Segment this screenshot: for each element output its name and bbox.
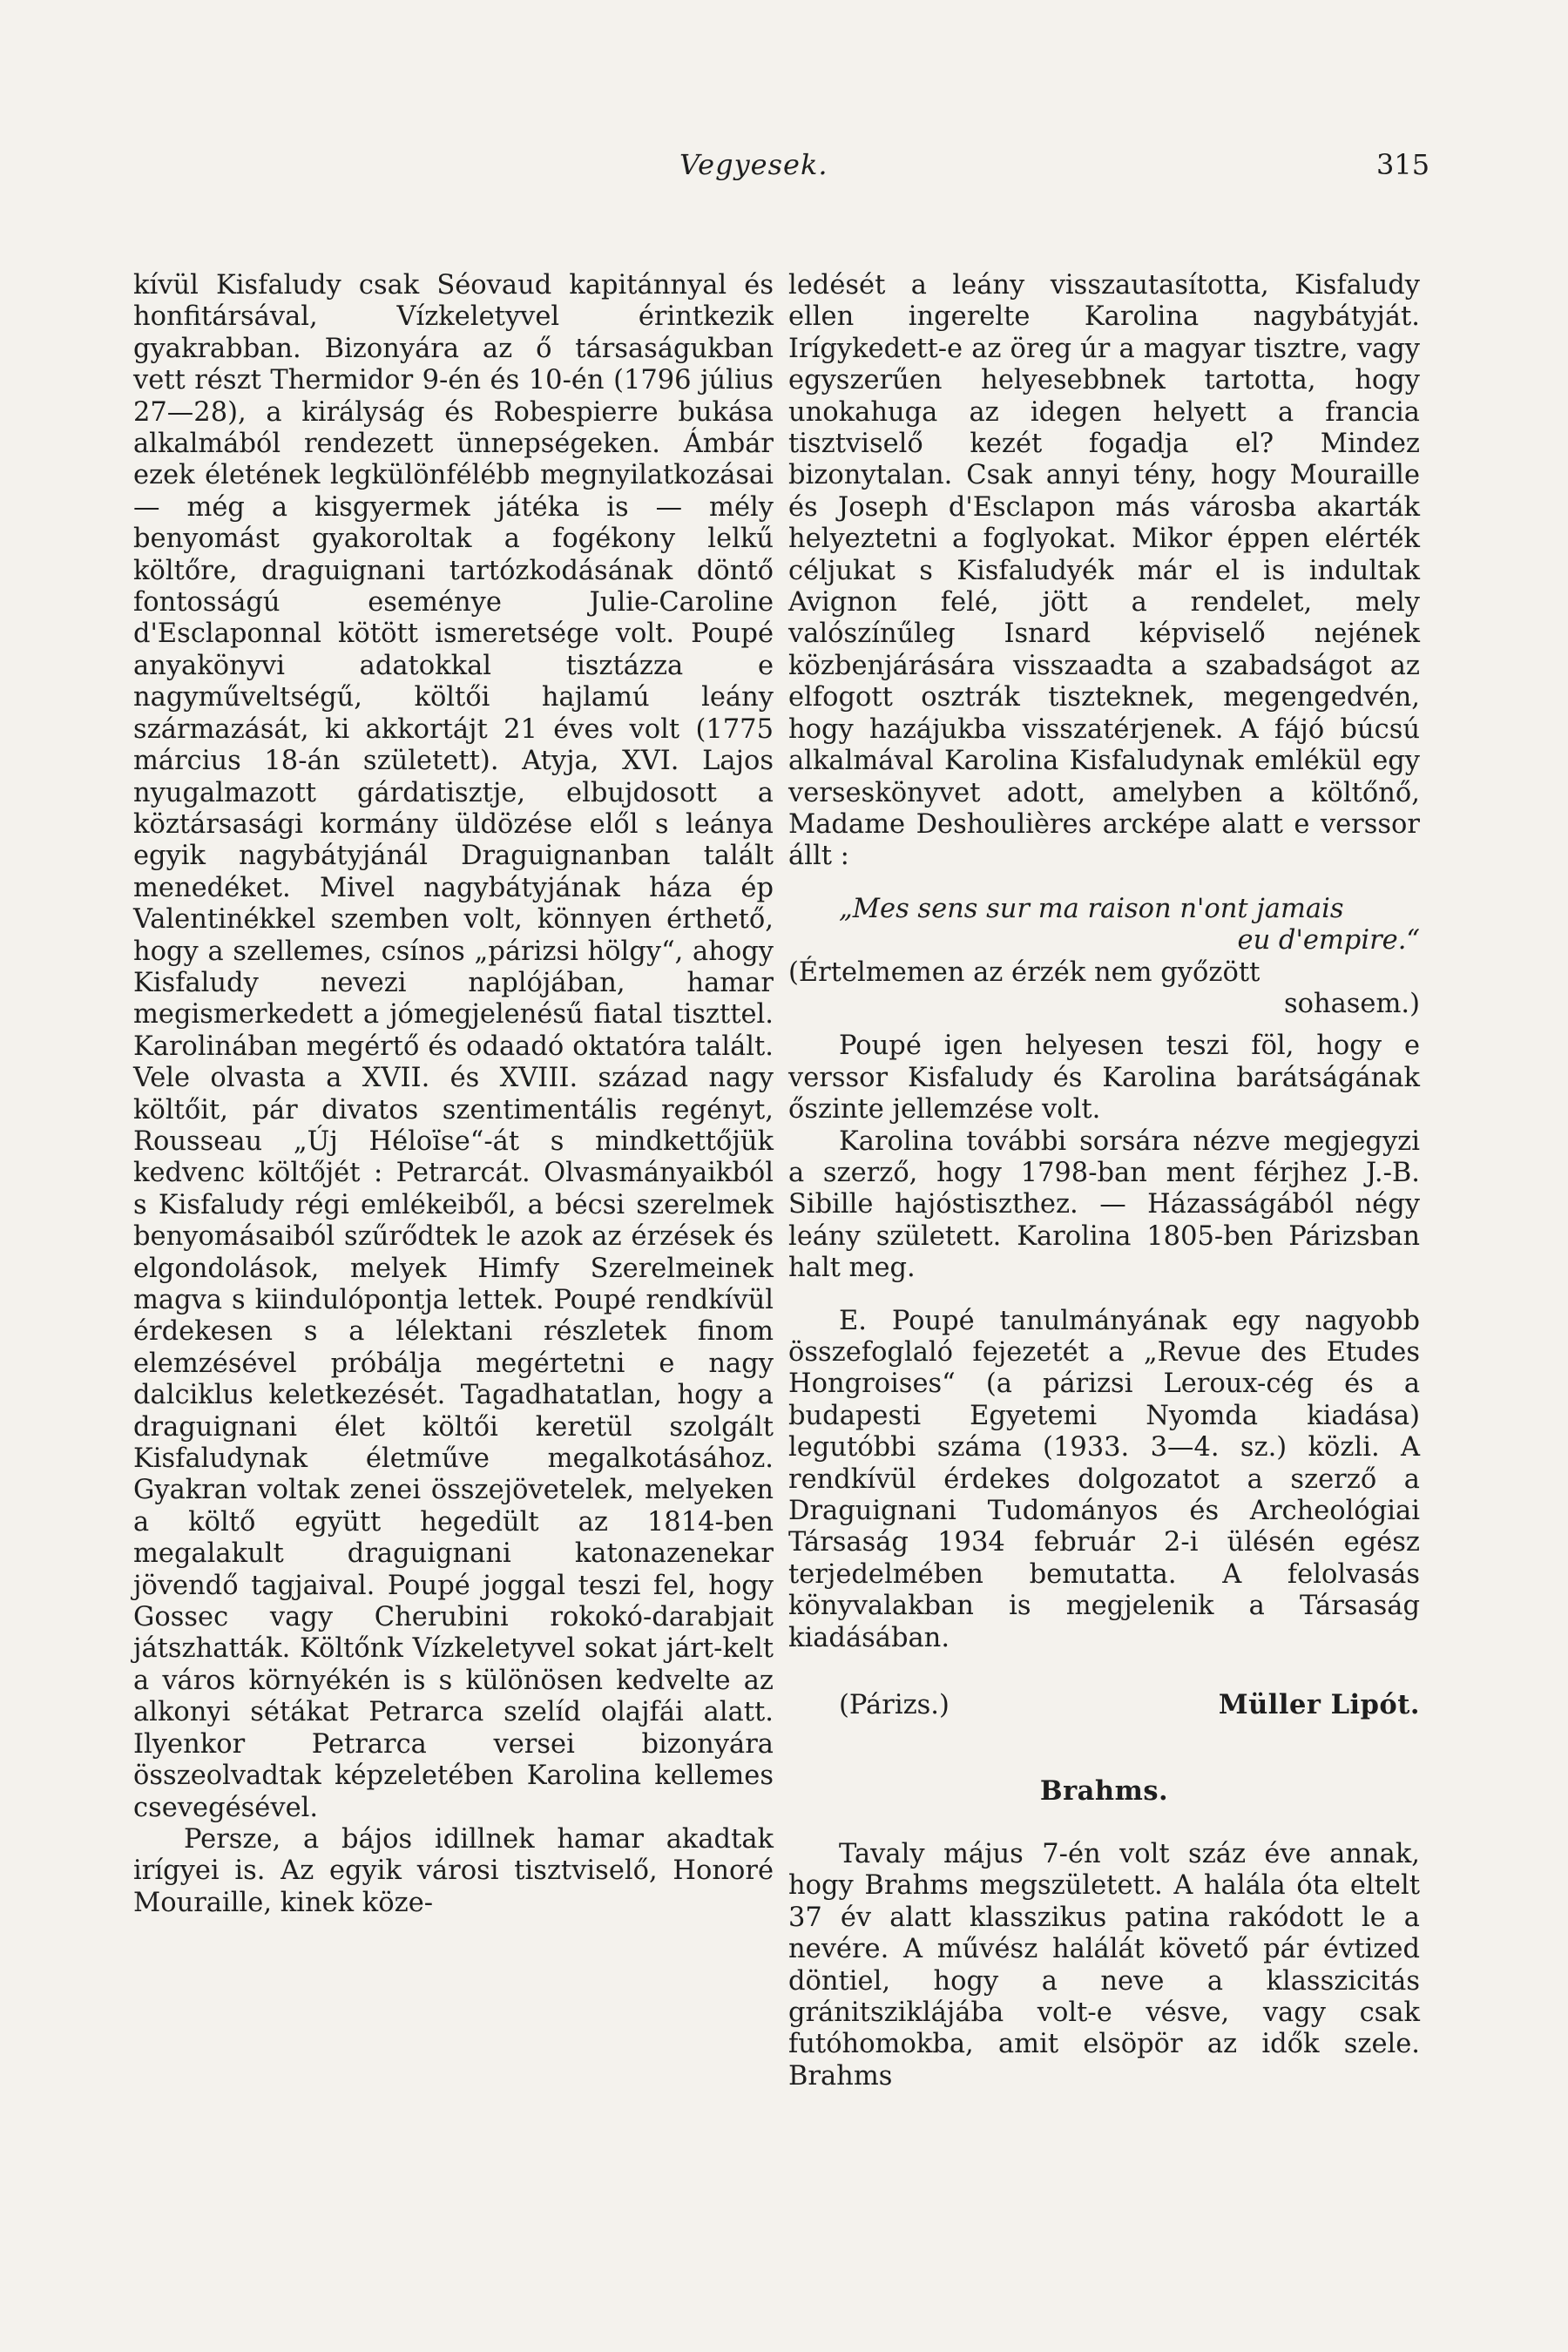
paragraph: ledését a leány visszautasította, Kisfaludy ellen ingerelte Karolina nagybátyját. Irígykedett-e az öreg úr a magyar tisztre, vagy egyszerűen helyesebbnek tartotta, hogy unokahuga az idegen helyett a francia tisztviselő kezét fogadja el? Mindez bizonytalan. Csak annyi tény, hogy Mouraille és Joseph d'Esclapon más városba akarták helyeztetni a foglyokat. Mikor éppen elérték céljukat s Kisfaludyék már el is indultak Avignon felé, jött a rendelet, mely valószínűleg Isnard képviselő nejének közbenjárására visszaadta a szabadságot az elfogott osztrák tiszteknek, megengedvén, hogy hazájukba visszatérjenek. A fájó búcsú alkalmával Karolina Kisfaludynak emlékül egy verseskönyvet adott, amelyben a költőnő, Madame Deshoulières arcképe alatt e verssor állt : — [788, 270, 1420, 872]
paragraph: E. Poupé tanulmányának egy nagyobb összefoglaló fejezetét a „Revue des Etudes Hongroises“ (a párizsi Leroux-cég és a budapesti Egyetemi Nyomda kiadása) legutóbbi száma (1933. 3—4. sz.) közli. A rendkívül érdekes dolgozatot a szerző a Draguignani Tudományos és Archeológiai Társaság 1934 február 2-i ülésén egész terjedelmében bemutatta. A felolvasás könyvalakban is megjelenik a Társaság kiadásában. — [788, 1305, 1420, 1653]
running-header: Vegyesek. — [679, 148, 828, 181]
paragraph: kívül Kisfaludy csak Séovaud kapitánnyal és honfitársával, Vízkeletyvel érintkezik gyakrabban. Bizonyára az ő társaságukban vett részt Thermidor 9-én és 10-én (1796 július 27—28), a királyság és Robespierre bukása alkalmából rendezett ünnepségeken. Ámbár ezek életének legkülönfélébb megnyilatkozásai — még a kisgyermek játéka is — mély benyomást gyakoroltak a fogékony lelkű költőre, draguignani tartózkodásának döntő fontosságú eseménye Julie-Caroline d'Esclaponnal kötött ismeretsége volt. Poupé anyakönyvi adatokkal tisztázza e nagyműveltségű, költői hajlamú leány származását, ki akkortájt 21 éves volt (1775 március 18-án született). Atyja, XVI. Lajos nyugalmazott gárdatisztje, elbujdosott a köztársasági kormány üldözése elől s leánya egyik nagybátyjánál Draguignanban talált menedéket. Mivel nagybátyjának háza ép Valentinékkel szemben volt, könnyen érthető, hogy a szellemes, csínos „párizsi hölgy“, ahogy Kisfaludy nevezi naplójában, hamar megismerkedett a jómegjelenésű fiatal tiszttel. Karolinában megértő és odaadó oktatóra talált. Vele olvasta a XVII. és XVIII. század nagy költőit, pár divatos szentimentális regényt, Rousseau „Új Héloïse“-át s mindkettőjük kedvenc költőjét : Petrarcát. Olvasmányaikból s Kisfaludy régi emlékeiből, a bécsi szerelmek benyomásaiból szűrődtek le azok az érzések és elgondolások, melyek Himfy Szerelmeinek magva s kiindulópontja lettek. Poupé rendkívül érdekesen s a lélektani részletek finom elemzésével próbálja megértetni e nagy dalciklus keletkezését. Tagadhatatlan, hogy a draguignani élet költői keretül szolgált Kisfaludynak életműve megalkotásához. Gyakran voltak zenei összejövetelek, melyeken a költő együtt hegedült az 1814-ben megalakult draguignani katonazenekar jövendő tagjaival. Poupé joggal teszi fel, hogy Gossec vagy Cherubini rokokó-darabjait játszhatták. Költőnk Vízkeletyvel sokat járt-kelt a város környékén is s különösen kedvelte az alkonyi sétákat Petrarca szelíd olajfái alatt. Ilyenkor Petrarca versei bizonyára összeolvadtak képzeletében Karolina kellemes csevegésével. — [133, 270, 774, 1823]
paragraph: Tavaly május 7-én volt száz éve annak, hogy Brahms megszületett. A halála óta eltelt 37 év alatt klasszikus patina rakódott le a nevére. A művész halálát követő pár évtized döntiel, hogy a neve a klasszicitás gránitsziklájába volt-e vésve, vagy csak futóhomokba, amit elsöpör az idők szele. Brahms — [788, 1838, 1420, 2092]
paragraph: Karolina további sorsára nézve megjegyzi a szerző, hogy 1798-ban ment férjhez J.-B. Sibille hajóstiszthez. — Házasságából négy leány született. Karolina 1805-ben Párizsban halt meg. — [788, 1125, 1420, 1284]
signature-place: (Párizs.) — [839, 1690, 950, 1721]
page-number: 315 — [1376, 148, 1430, 181]
verse-quote — [788, 894, 1420, 1021]
signature-author: Müller Lipót. — [1218, 1689, 1420, 1721]
paragraph: Persze, a bájos idillnek hamar akadtak irígyei is. Az egyik városi tisztviselő, Honoré Mouraille, kinek köze- — [133, 1823, 774, 1918]
paragraph: Poupé igen helyesen teszi föl, hogy e verssor Kisfaludy és Karolina barátságának őszinte jellemzése volt. — [788, 1031, 1420, 1125]
signature-line — [788, 1689, 1420, 1721]
right-column — [788, 270, 1420, 2092]
quote-line: eu d'empire.“ — [1237, 925, 1420, 956]
left-column — [133, 270, 774, 1919]
quote-line: „Mes sens sur ma raison n'ont jamais — [839, 893, 1344, 924]
quote-translation-end: sohasem.) — [1283, 988, 1420, 1019]
section-heading: Brahms. — [1039, 1775, 1169, 1808]
quote-translation: (Értelmemen az érzék nem győzött — [788, 956, 1260, 988]
